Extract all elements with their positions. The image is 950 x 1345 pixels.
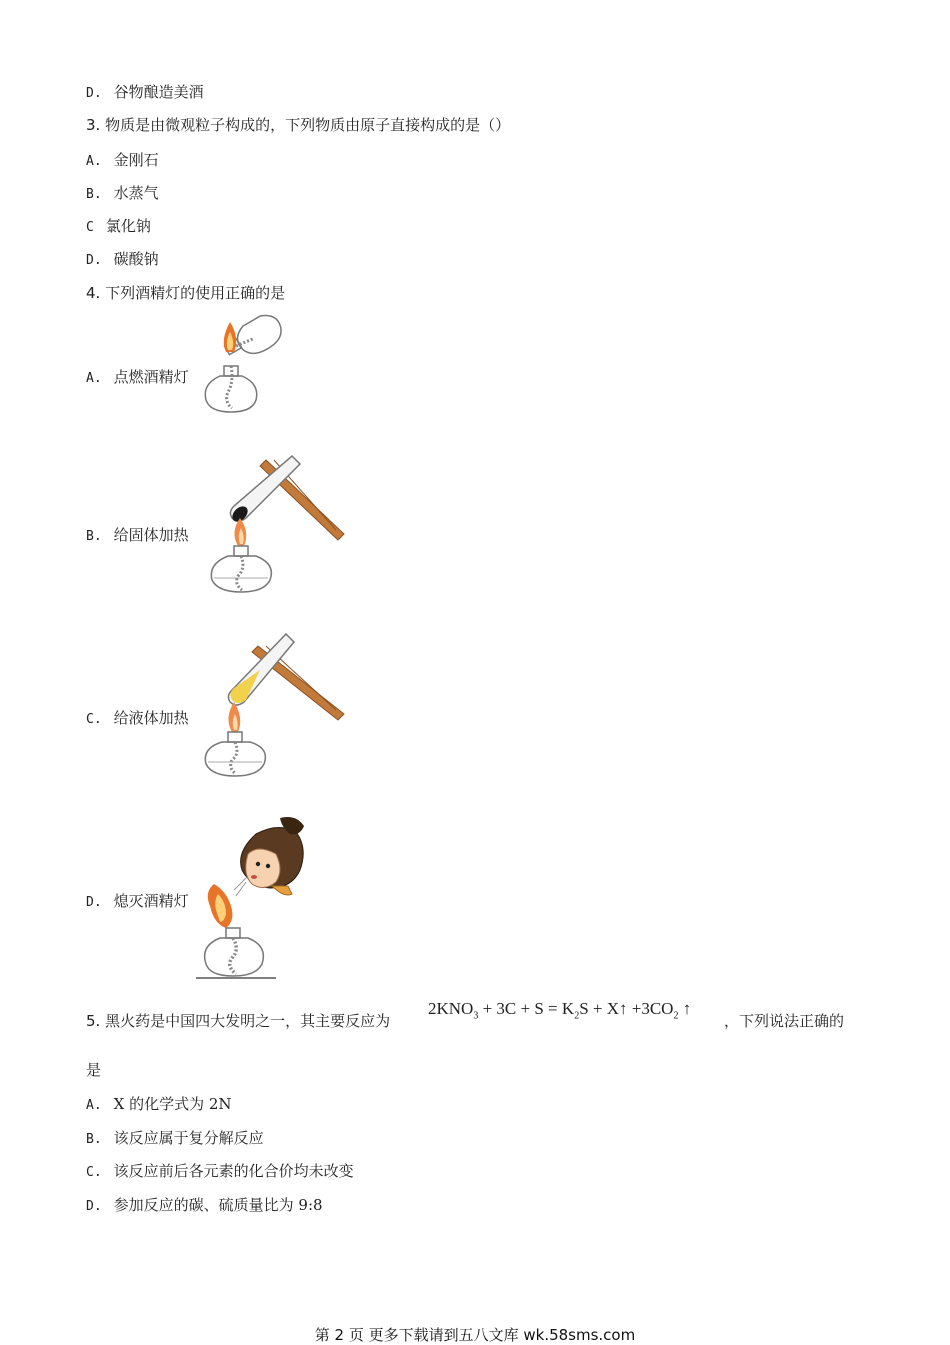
page-footer: 第 2 页 更多下载请到五八文库 wk.58sms.com	[314, 1326, 636, 1344]
option-text: 给液体加热	[113, 709, 189, 727]
q4-option-d	[86, 890, 189, 911]
q4-option-b	[86, 524, 189, 545]
option-text: 点燃酒精灯	[113, 368, 189, 386]
person-blowing-out-lamp-image	[196, 814, 308, 982]
q3-option-a	[86, 149, 159, 170]
option-text: 参加反应的碳、硫质量比为 9:8	[113, 1196, 323, 1214]
option-letter: D.	[86, 86, 102, 101]
eq-c-s: + 3C + S = K	[478, 999, 575, 1018]
option-letter: A.	[86, 371, 102, 386]
q5-option-d	[86, 1194, 323, 1215]
option-text: 该反应前后各元素的化合价均未改变	[113, 1162, 354, 1180]
option-text: 金刚石	[113, 151, 159, 169]
eq-k-sub: 2	[574, 1010, 580, 1022]
eq-co2-sub: 2	[673, 1010, 679, 1022]
question-4-stem	[86, 282, 285, 303]
question-3-stem	[86, 114, 510, 135]
option-text: 熄灭酒精灯	[113, 892, 189, 910]
option-letter: C.	[86, 712, 102, 727]
question-5-stem-wrap: 是	[86, 1061, 102, 1079]
q3-option-c	[86, 215, 151, 236]
option-text: X 的化学式为 2N	[113, 1095, 232, 1113]
option-letter: B.	[86, 529, 102, 544]
question-text: 黑火药是中国四大发明之一，其主要反应为	[105, 1012, 391, 1030]
option-letter: D.	[86, 253, 102, 268]
q3-option-d	[86, 248, 159, 269]
q3-option-b	[86, 182, 159, 203]
question-text: 下列酒精灯的使用正确的是	[105, 284, 286, 302]
option-text: 给固体加热	[113, 526, 189, 544]
option-letter: B.	[86, 187, 102, 202]
q5-option-a	[86, 1093, 232, 1114]
option-letter: B.	[86, 1132, 102, 1147]
q5-option-c	[86, 1160, 354, 1181]
reaction-equation	[428, 999, 691, 1021]
question-5-stem	[86, 1010, 390, 1031]
question-number: 5.	[86, 1012, 101, 1030]
option-letter: C.	[86, 1165, 102, 1180]
option-text: 氯化钠	[105, 217, 151, 235]
option-letter: C	[86, 220, 94, 235]
question-number: 3.	[86, 116, 101, 134]
q2-option-d	[86, 81, 204, 102]
eq-s-x: S + X↑ +3CO	[579, 999, 674, 1018]
test-tube-solid-heating-image	[204, 450, 350, 600]
option-letter: D.	[86, 895, 102, 910]
test-tube-liquid-heating-image	[200, 630, 348, 780]
q5-option-b	[86, 1127, 264, 1148]
option-letter: D.	[86, 1199, 102, 1214]
eq-kno3-sub: 3	[473, 1010, 479, 1022]
question-5-stem-end: ，下列说法正确的	[724, 1012, 845, 1030]
option-text: 该反应属于复分解反应	[113, 1129, 264, 1147]
option-letter: A.	[86, 154, 102, 169]
lamp-lit-from-another-lamp-image	[198, 312, 298, 420]
q4-option-c	[86, 707, 189, 728]
question-text: 物质是由微观粒子构成的，下列物质由原子直接构成的是（）	[105, 116, 511, 134]
eq-kno3: 2KNO	[428, 999, 474, 1018]
q4-option-a	[86, 366, 189, 387]
option-text: 碳酸钠	[113, 250, 159, 268]
option-text: 水蒸气	[113, 184, 159, 202]
option-letter: A.	[86, 1098, 102, 1113]
question-number: 4.	[86, 284, 101, 302]
option-text: 谷物酿造美酒	[113, 83, 204, 101]
eq-arrow: ↑	[678, 999, 692, 1018]
